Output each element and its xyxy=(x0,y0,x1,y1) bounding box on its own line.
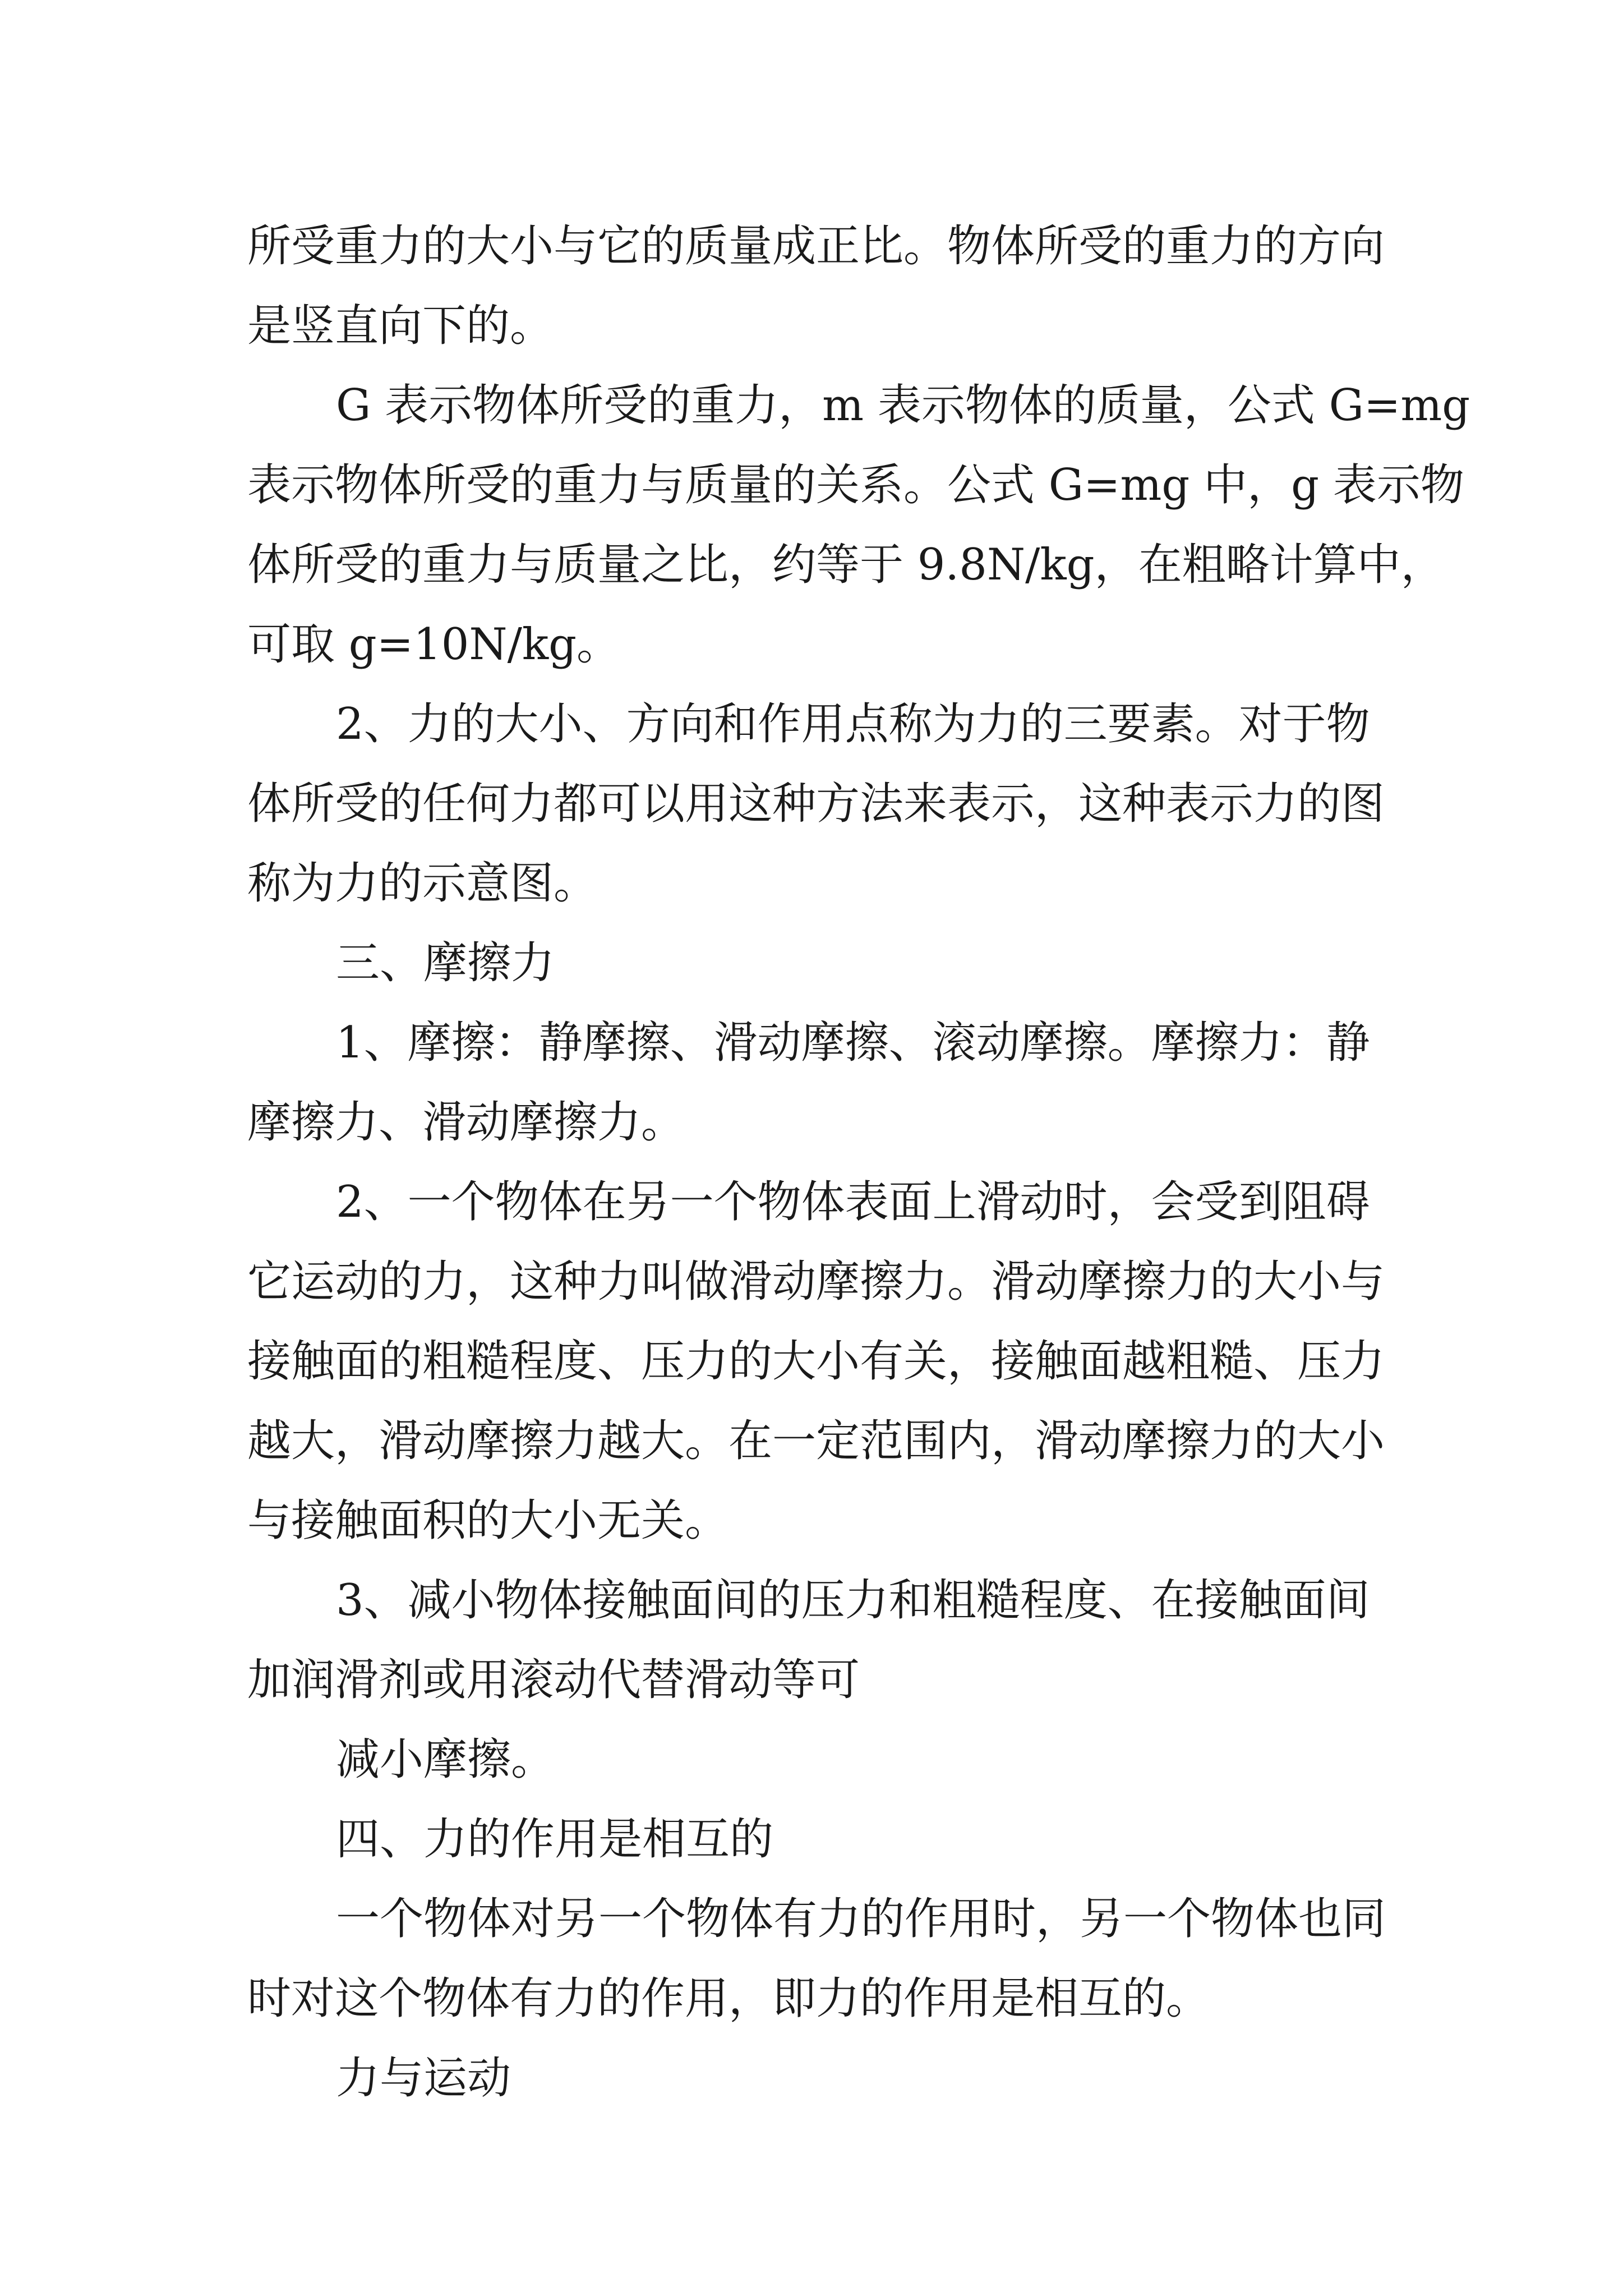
paragraph xyxy=(247,1561,1391,1720)
text-line: 体所受的任何力都可以用这种方法来表示，这种表示力的图 xyxy=(247,779,1385,829)
heading-line: 四、力的作用是相互的 xyxy=(336,1814,774,1865)
text-line: 它运动的力，这种力叫做滑动摩擦力。滑动摩擦力的大小与 xyxy=(247,1257,1385,1307)
paragraph xyxy=(247,1879,1391,2039)
text-line: 1、摩擦：静摩擦、滑动摩擦、滚动摩擦。摩擦力：静 xyxy=(336,1018,1370,1068)
text-line: 2、一个物体在另一个物体表面上滑动时，会受到阻碍 xyxy=(336,1177,1370,1227)
text-line: 摩擦力、滑动摩擦力。 xyxy=(247,1097,685,1148)
text-line: 3、减小物体接触面间的压力和粗糙程度、在接触面间 xyxy=(336,1575,1370,1626)
text-line: 是竖直向下的。 xyxy=(247,301,554,351)
heading-line: 力与运动 xyxy=(336,2053,511,2104)
text-line: 接触面的粗糙程度、压力的大小有关，接触面越粗糙、压力 xyxy=(247,1336,1385,1387)
paragraph xyxy=(247,1720,1391,1800)
text-line: 加润滑剂或用滚动代替滑动等可 xyxy=(247,1655,860,1705)
section-heading xyxy=(247,2039,1391,2118)
text-line: 与接触面积的大小无关。 xyxy=(247,1496,729,1546)
paragraph xyxy=(247,1162,1391,1561)
text-line: 表示物体所受的重力与质量的关系。公式 G=mg 中，g 表示物 xyxy=(247,460,1464,510)
text-line: 2、力的大小、方向和作用点称为力的三要素。对于物 xyxy=(336,699,1370,749)
text-line: G 表示物体所受的重力，m 表示物体的质量，公式 G=mg xyxy=(336,380,1470,431)
text-line: 一个物体对另一个物体有力的作用时，另一个物体也同 xyxy=(336,1894,1386,1944)
paragraph xyxy=(247,684,1391,923)
text-line: 可取 g=10N/kg。 xyxy=(247,619,621,670)
text-line: 时对这个物体有力的作用，即力的作用是相互的。 xyxy=(247,1973,1210,2024)
text-line: 减小摩擦。 xyxy=(336,1734,555,1785)
text-line: 称为力的示意图。 xyxy=(247,858,598,909)
section-heading xyxy=(247,923,1391,1003)
paragraph xyxy=(247,1003,1391,1162)
document-body xyxy=(247,206,1470,2118)
paragraph xyxy=(247,366,1470,684)
section-heading xyxy=(247,1800,1391,1879)
paragraph xyxy=(247,206,1391,366)
text-line: 体所受的重力与质量之比，约等于 9.8N/kg，在粗略计算中， xyxy=(247,540,1445,590)
text-line: 越大，滑动摩擦力越大。在一定范围内，滑动摩擦力的大小 xyxy=(247,1416,1385,1466)
text-line: 所受重力的大小与它的质量成正比。物体所受的重力的方向 xyxy=(247,221,1385,272)
heading-line: 三、摩擦力 xyxy=(336,938,555,988)
